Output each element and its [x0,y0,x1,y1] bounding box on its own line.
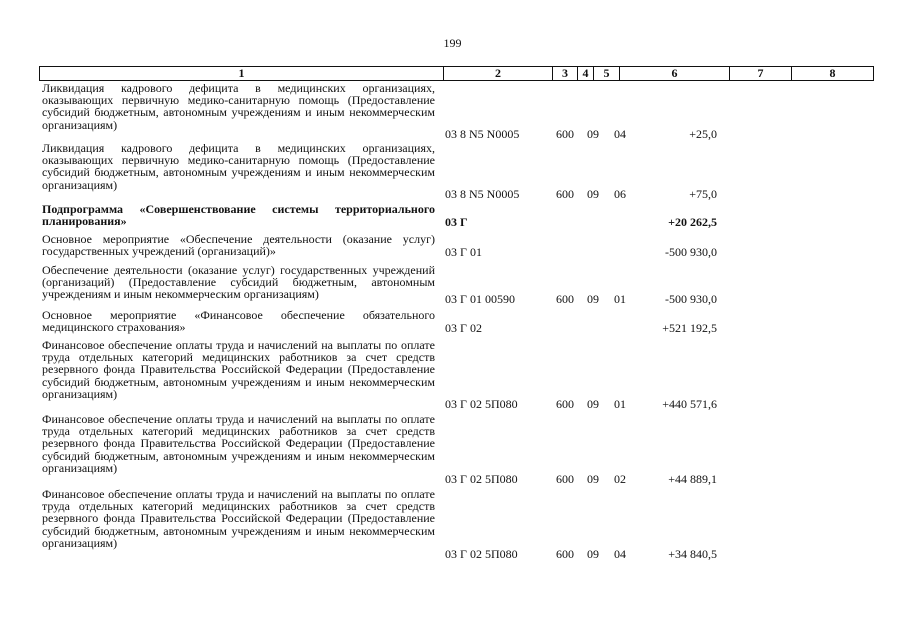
row-code: 03 8 N5 N0005 [445,187,520,201]
row-amount: -500 930,0 [665,292,717,306]
header-col-1: 1 [40,67,444,80]
header-col-3: 3 [553,67,578,80]
header-col-2: 2 [444,67,553,80]
row-amount: +521 192,5 [662,321,717,335]
page-number: 199 [443,36,462,50]
row-description: Финансовое обеспечение оплаты труда и начислений на выплаты по оплате труда отдельных категорий медицинских работников за счет средств резервного фонда Правительства Российской Федерации (Предоставление субсидий бюджетным, автономным учреждениям и иным некоммерческим организациям) [42,487,435,550]
row-code: 03 Г 02 [445,321,482,335]
row-description: Ликвидация кадрового дефицита в медицинских организациях, оказывающих первичную медико-санитарную помощь (Предоставление субсидий бюджетным, автономным учреждениям и иным некоммерческим организациям) [42,81,435,132]
row-col4: 09 [587,472,599,486]
row-col4: 09 [587,187,599,201]
row-code: 03 Г 02 5П080 [445,547,518,561]
row-col5: 04 [614,127,626,141]
row-col3: 600 [556,127,574,141]
row-code: 03 Г 01 [445,245,482,259]
table-header [39,66,874,81]
row-code: 03 Г 02 5П080 [445,397,518,411]
row-col5: 04 [614,547,626,561]
header-col-8: 8 [829,66,836,80]
row-description: Ликвидация кадрового дефицита в медицинских организациях, оказывающих первичную медико-санитарную помощь (Предоставление субсидий бюджетным, автономным учреждениям и иным некоммерческим организациям) [42,141,435,192]
row-code: 03 8 N5 N0005 [445,127,520,141]
row-col4: 09 [587,397,599,411]
row-amount: +75,0 [689,187,717,201]
row-col3: 600 [556,472,574,486]
row-code: 03 Г 01 00590 [445,292,515,306]
row-amount: +44 889,1 [668,472,717,486]
row-amount: +34 840,5 [668,547,717,561]
row-col3: 600 [556,292,574,306]
header-col-7: 7 [730,67,792,80]
header-col-5: 5 [594,67,620,80]
row-col3: 600 [556,397,574,411]
row-col5: 02 [614,472,626,486]
row-col4: 09 [587,547,599,561]
row-code: 03 Г 02 5П080 [445,472,518,486]
row-amount: -500 930,0 [665,245,717,259]
row-description: Основное мероприятие «Обеспечение деятельности (оказание услуг) государственных учреждений (организаций)» [42,232,435,259]
row-amount: +440 571,6 [662,397,717,411]
row-description: Обеспечение деятельности (оказание услуг) государственных учреждений (организаций) (Предоставление субсидий бюджетным, автономным учреждениям и иным некоммерческим организациям) [42,263,435,302]
row-col5: 06 [614,187,626,201]
header-col-6: 6 [620,67,730,80]
row-amount: +20 262,5 [668,215,717,229]
row-col5: 01 [614,397,626,411]
row-description: Основное мероприятие «Финансовое обеспечение обязательного медицинского страхования» [42,308,435,335]
row-col5: 01 [614,292,626,306]
row-description: Подпрограмма «Совершенствование системы территориального планирования» [42,202,435,229]
row-code: 03 Г [445,215,468,229]
row-col4: 09 [587,292,599,306]
row-description: Финансовое обеспечение оплаты труда и начислений на выплаты по оплате труда отдельных категорий медицинских работников за счет средств резервного фонда Правительства Российской Федерации (Предоставление субсидий бюджетным, автономным учреждениям и иным некоммерческим организациям) [42,338,435,401]
header-col-4: 4 [578,67,594,80]
row-amount: +25,0 [689,127,717,141]
row-description: Финансовое обеспечение оплаты труда и начислений на выплаты по оплате труда отдельных категорий медицинских работников за счет средств резервного фонда Правительства Российской Федерации (Предоставление субсидий бюджетным, автономным учреждениям и иным некоммерческим организациям) [42,412,435,475]
row-col3: 600 [556,547,574,561]
row-col3: 600 [556,187,574,201]
row-col4: 09 [587,127,599,141]
